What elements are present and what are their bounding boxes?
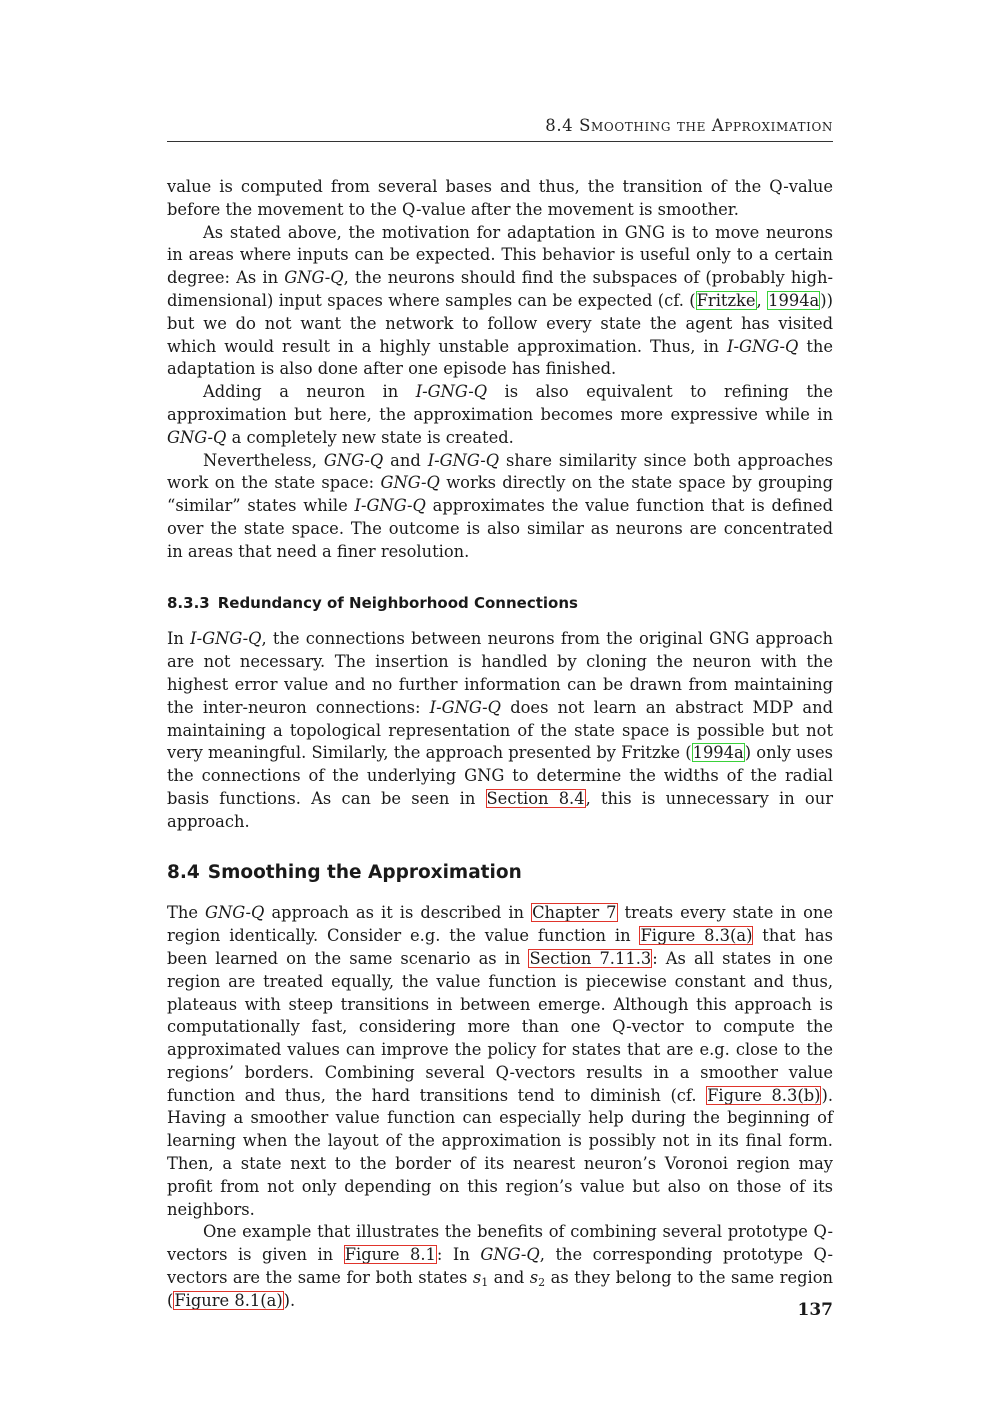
subscript-2: 2	[538, 1276, 546, 1290]
subsection-number: 8.3.3	[167, 593, 210, 612]
header-rule	[167, 141, 833, 142]
text-run: , the connections between neurons from the original GNG approach are not necessary. The insertion is handled by cloning the neuron with the highest error value and no further information can be drawn from maintaining the inter-neuron connections:	[167, 629, 833, 717]
text-run: One example that illustrates the benefits of combining several prototype Q-vectors is given in	[167, 1222, 833, 1265]
text-run: and	[383, 450, 428, 470]
text-run: , this is unnecessary in our approach.	[167, 788, 834, 831]
text-run: Nevertheless,	[203, 450, 324, 470]
text-run: approximates the value function that is defined over the state space. The outcome is also similar as neurons are concentrated in areas that need a finer resolution.	[167, 496, 833, 561]
citation-link-1994a[interactable]: 1994a	[768, 290, 820, 310]
term-gng-q: GNG-Q	[323, 450, 384, 470]
figure-link-8-1[interactable]: Figure 8.1	[344, 1245, 436, 1265]
body-text	[167, 176, 833, 1313]
citation-link-fritzke[interactable]: Fritzke	[696, 290, 756, 310]
term-i-gng-q: I-GNG-Q	[429, 697, 501, 717]
text-run: ,	[756, 290, 768, 310]
paragraph-example	[167, 1221, 833, 1312]
term-i-gng-q: I-GNG-Q	[427, 450, 500, 470]
text-run: As stated above, the motivation for adaptation in GNG is to move neurons in areas where inputs can be expected. This behavior is useful only to a certain degree: As in	[167, 222, 833, 288]
text-run: )) but we do not want the network to follow every state the agent has visited which would result in a highly unstable approximation. Thus, in	[167, 290, 833, 356]
term-i-gng-q: I-GNG-Q	[415, 382, 488, 402]
figure-link-8-3a[interactable]: Figure 8.3(a)	[640, 926, 753, 946]
text-run: that has been learned on the same scenario as in	[167, 926, 833, 968]
text-run: share similarity since both approaches work on the state space:	[167, 450, 833, 493]
term-gng-q: GNG-Q	[380, 473, 440, 493]
text-run: ). Having a smoother value function can especially help during the beginning of learning when the layout of the approximation is possibly not in its final form. Then, a state next to the border of its nearest neuron’s Voronoi region may profit from not only depending on this region’s value but also on those of its neighbors.	[167, 1085, 833, 1219]
paragraph-continuation	[167, 176, 833, 222]
page-number: 137	[797, 1300, 833, 1320]
paragraph-adaptation	[167, 222, 833, 382]
term-gng-q: GNG-Q	[284, 268, 344, 288]
text-run: does not learn an abstract MDP and maintaining a topological representation of the state space is possible but not very meaningful. Similarly, the approach presented by Fritzke (	[167, 697, 833, 763]
text-run: In	[167, 629, 191, 649]
text-run: and	[488, 1268, 530, 1288]
text-run: value is computed from several bases and thus, the transition of the Q-value before the movement to the Q-value after the movement is smoother.	[167, 177, 833, 219]
state-symbol-s1: s	[472, 1268, 482, 1288]
term-gng-q: GNG-Q	[480, 1245, 540, 1265]
text-run: : In	[436, 1245, 481, 1265]
text-run: The	[167, 903, 205, 923]
term-i-gng-q: I-GNG-Q	[354, 496, 426, 516]
term-i-gng-q: I-GNG-Q	[727, 336, 799, 356]
text-run: works directly on the state space by grouping “similar” states while	[167, 473, 833, 516]
text-run: ) only uses the connections of the underlying GNG to determine the widths of the radial basis functions. As can be seen in	[167, 743, 833, 808]
section-link-8-4[interactable]: Section 8.4	[486, 788, 585, 808]
text-run: approach as it is described in	[264, 903, 532, 923]
section-title: Smoothing the Approximation	[207, 861, 522, 883]
section-heading-8-4	[167, 862, 833, 885]
term-gng-q: GNG-Q	[205, 903, 265, 923]
state-symbol-s2: s	[529, 1268, 539, 1288]
paragraph-redundancy	[167, 628, 833, 833]
text-run: is also equivalent to refining the approximation but here, the approximation becomes more expressive while in	[167, 382, 833, 424]
subsection-heading-8-3-3	[167, 592, 833, 615]
paragraph-similarity	[167, 450, 833, 564]
text-run: ).	[283, 1290, 296, 1310]
subscript-1: 1	[481, 1276, 489, 1290]
running-head: 8.4 Smoothing the Approximation	[545, 116, 833, 135]
text-run: Adding a neuron in	[203, 382, 416, 402]
citation-link-1994a[interactable]: 1994a	[692, 743, 744, 763]
text-run: the adaptation is also done after one episode has finished.	[167, 336, 833, 379]
paragraph-adding-neuron	[167, 381, 833, 449]
subsection-title: Redundancy of Neighborhood Connections	[217, 593, 578, 612]
text-run: , the corresponding prototype Q-vectors are the same for both states	[167, 1245, 833, 1288]
figure-link-8-1a[interactable]: Figure 8.1(a)	[174, 1290, 283, 1310]
figure-link-8-3b[interactable]: Figure 8.3(b)	[707, 1085, 821, 1105]
text-run: , the neurons should find the subspaces of (probably high-dimensional) input spaces where samples can be expected (cf. (	[167, 268, 833, 310]
section-number: 8.4	[167, 861, 200, 883]
paragraph-smoothing	[167, 902, 833, 1221]
section-link-7-11-3[interactable]: Section 7.11.3	[529, 948, 652, 968]
term-gng-q: GNG-Q	[167, 427, 227, 447]
text-run: a completely new state is created.	[226, 427, 514, 447]
text-run: treats every state in one region identically. Consider e.g. the value function in	[167, 903, 834, 946]
text-run: as they belong to the same region (	[167, 1268, 833, 1310]
chapter-link-7[interactable]: Chapter 7	[532, 903, 617, 923]
term-i-gng-q: I-GNG-Q	[190, 629, 262, 649]
text-run: : As all states in one region are treated equally, the value function is piecewise constant and thus, plateaus with steep transitions in between emerge. Although this approach is computationally fast, considering more than one Q-vector to compute the approximated values can improve the policy for states that are e.g. close to the regions’ borders. Combining several Q-vectors results in a smoother value function and thus, the hard transitions tend to diminish (cf.	[167, 948, 833, 1105]
